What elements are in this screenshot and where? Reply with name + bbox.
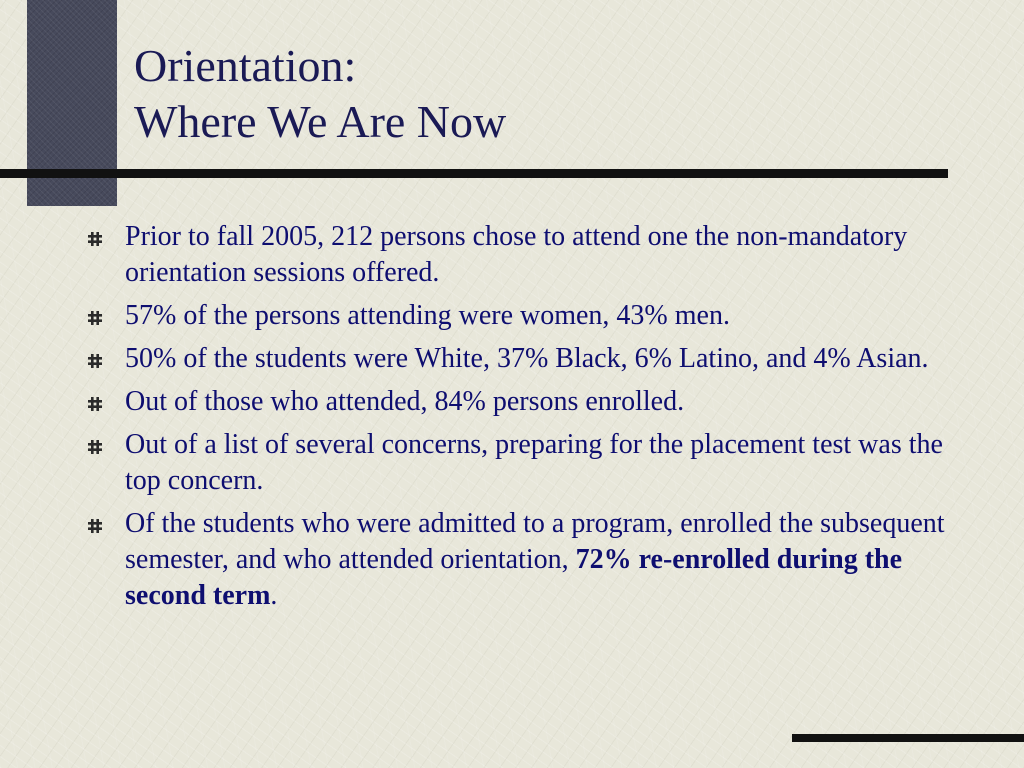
bullet-text: Prior to fall 2005, 212 persons chose to attend one the non-mandatory orientation sessions offered. bbox=[125, 221, 908, 288]
title-divider-rule bbox=[0, 169, 948, 178]
list-item bbox=[88, 427, 948, 499]
hash-bullet-icon bbox=[88, 397, 102, 411]
bullet-suffix: . bbox=[270, 580, 278, 611]
title-line-1: Orientation: bbox=[134, 40, 357, 91]
hash-bullet-icon bbox=[88, 232, 102, 246]
hash-bullet-icon bbox=[88, 440, 102, 454]
list-item bbox=[88, 384, 948, 420]
bullet-text: 57% of the persons attending were women, 43% men. bbox=[125, 300, 730, 331]
slide-title bbox=[134, 38, 506, 150]
list-item bbox=[88, 298, 948, 334]
title-line-2: Where We Are Now bbox=[134, 96, 507, 147]
bullet-text: Of the students who were admitted to a program, enrolled the subsequent semester, and who attended orientation, bbox=[125, 508, 945, 575]
footer-rule bbox=[792, 734, 1024, 742]
bullet-text: 50% of the students were White, 37% Black, 6% Latino, and 4% Asian. bbox=[125, 343, 929, 374]
hash-bullet-icon bbox=[88, 519, 102, 533]
hash-bullet-icon bbox=[88, 354, 102, 368]
list-item bbox=[88, 219, 948, 291]
bullet-emphasis: 72% re-enrolled during the second term bbox=[125, 544, 903, 611]
list-item bbox=[88, 506, 948, 614]
list-item bbox=[88, 341, 948, 377]
bullet-text: Out of a list of several concerns, preparing for the placement test was the top concern. bbox=[125, 429, 943, 496]
bullet-text: Out of those who attended, 84% persons enrolled. bbox=[125, 386, 685, 417]
bullet-list bbox=[88, 219, 948, 621]
hash-bullet-icon bbox=[88, 311, 102, 325]
